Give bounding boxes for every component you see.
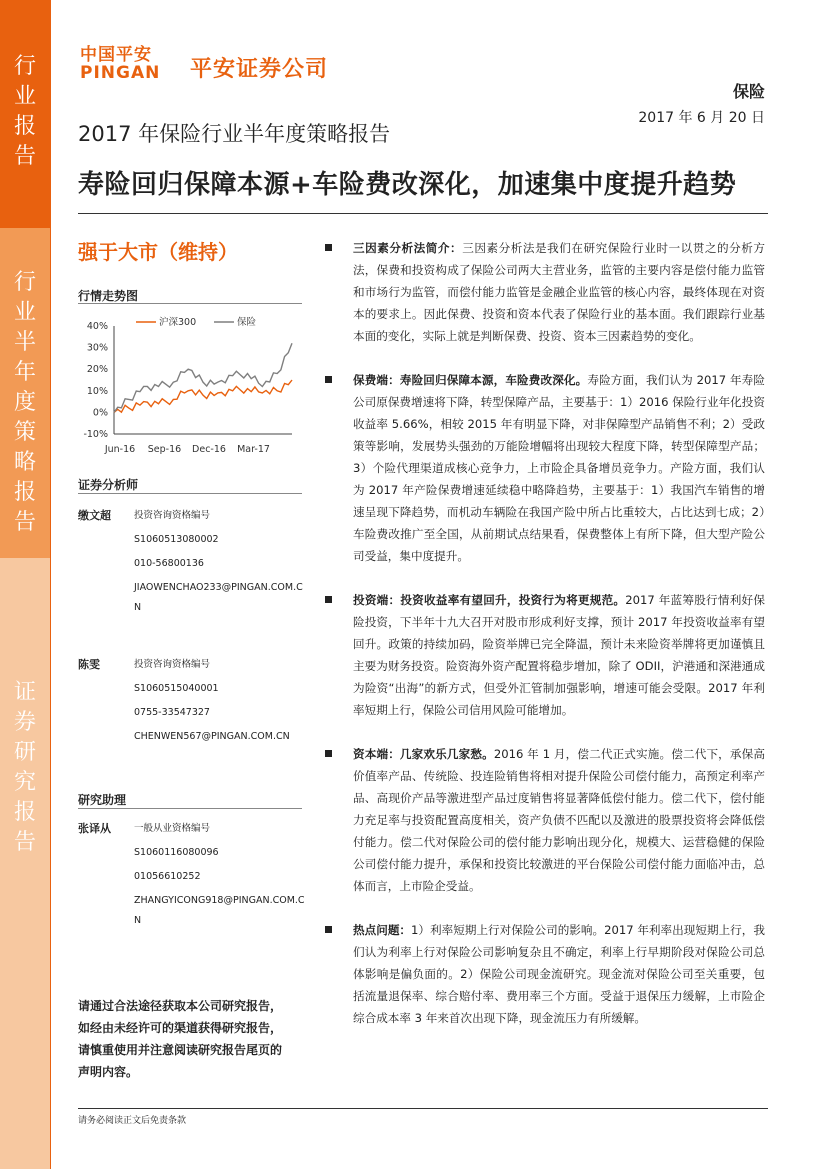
report-date: 2017 年 6 月 20 日: [638, 110, 765, 126]
report-subtitle: 2017 年保险行业半年度策略报告: [78, 122, 391, 146]
point-head: 保费端：寿险回归保障本源，车险费改深化。: [353, 373, 588, 387]
analyst-cert-label: 投资咨询资格编号: [134, 510, 211, 521]
title-rule: [78, 213, 768, 214]
logo-en: PINGAN: [80, 63, 161, 83]
assistant-section-rule: [78, 808, 302, 809]
bullet-icon: [325, 376, 332, 383]
point-body: 三因素分析法是我们在研究保险行业时一以贯之的分析方法，保费和投资构成了保险公司两大主营业务，监管的主要内容是偿付能力监管和市场行为监管，而偿付能力监管是金融企业监管的核心内容，最终体现在对资本的要求上。因此保费、投资和资本代表了保险行业的基本面。我们跟踪行业基本面的变化，实际上就是判断保费、投资、资本三因素趋势的变化。: [353, 241, 765, 343]
chart-ytick-label: 30%: [86, 342, 108, 354]
analyst-email[interactable]: JIAOWENCHAO233@PINGAN.COM.CN: [134, 582, 303, 613]
assistant-cert-label: 一般从业资格编号: [134, 823, 211, 834]
point-head: 资本端：几家欢乐几家愁。: [353, 747, 494, 761]
industry-label: 保险: [732, 82, 765, 101]
footer-disclaimer: 请务必阅读正文后免责条款: [78, 1116, 187, 1126]
report-title: 寿险回归保障本源+车险费改深化，加速集中度提升趋势: [78, 170, 737, 200]
point-body: 1）利率短期上行对保险公司的影响。2017 年利率出现短期上行，我们认为利率上行对保险公司影响复杂且不确定，利率上行早期阶段对保险公司总体影响是偏负面的。2）保险公司现金流研究。现金流对保险公司至关重要，包括流量退保率、综合赔付率、费用率三个方面。受益于退保压力缓解，上市险企综合成本率 3 年来首次出现下降，现金流压力有所缓解。: [353, 923, 765, 1025]
chart-xtick-label: Mar-17: [237, 444, 270, 455]
analyst-cert: S1060513080002: [134, 534, 219, 545]
assistant-section-label: 研究助理: [78, 793, 127, 807]
sidebar-text-3: 证券研究报告: [13, 680, 36, 855]
point-body: 2016 年 1 月，偿二代正式实施。偿二代下，承保高价值率产品、传统险、投连险销售将相对提升保险公司偿付能力，高预定利率产品、高现价产品等激进型产品过度销售将显著降低偿付能力。偿二代下，偿付能力充足率与投资配置高度相关，资产负债不匹配以及激进的股票投资将会降低偿付能力。偿二代对保险公司的偿付能力影响出现分化，规模大、运营稳健的保险公司偿付能力提升，承保和投资比较激进的平台保险公司偿付能力面临冲击，总体而言，上市险企受益。: [353, 747, 765, 893]
sidebar-block-securities-research: [0, 558, 50, 1169]
bullet-icon: [325, 244, 332, 251]
assistant-email[interactable]: ZHANGYICONG918@PINGAN.COM.CN: [134, 895, 305, 926]
analyst-phone: 010-56800136: [134, 558, 204, 569]
chart-xtick-label: Dec-16: [192, 444, 226, 455]
chart-section-rule: [78, 303, 302, 304]
sidebar-divider: [50, 0, 51, 1169]
point-hot-issues: [325, 919, 765, 1029]
company-name: 平安证券公司: [190, 57, 329, 82]
point-three-factor: [325, 237, 765, 347]
point-head: 投资端：投资收益率有望回升，投资行为将更规范。: [353, 593, 626, 607]
disclaimer-notice: 请通过合法途径获取本公司研究报告，如经由未经许可的渠道获得研究报告，请慎重使用并注意阅读研究报告尾页的声明内容。: [78, 999, 283, 1079]
footer-rule: [78, 1108, 768, 1109]
sidebar-text-1: 行业报告: [13, 54, 36, 169]
bullet-icon: [325, 750, 332, 757]
point-investment: [325, 589, 765, 721]
point-premium: [325, 369, 765, 567]
analyst-cert: S1060515040001: [134, 683, 219, 694]
pingan-logo: [80, 40, 160, 83]
chart-ytick-label: -10%: [83, 429, 108, 440]
chart-xtick-label: Sep-16: [147, 444, 182, 455]
analyst-section-rule: [78, 493, 302, 494]
assistant-cert: S1060116080096: [134, 847, 219, 858]
market-trend-chart: [78, 312, 302, 462]
point-head: 三因素分析法简介：: [353, 241, 463, 255]
key-points: [325, 237, 765, 1051]
legend-label: 保险: [237, 317, 257, 328]
legend-label: 沪深300: [159, 317, 197, 328]
sidebar-block-industry-report: [0, 0, 50, 228]
rating: 强于大市（维持）: [78, 240, 238, 264]
sidebar-text-2: 行业半年度策略报告: [13, 270, 36, 535]
assistant-name: 张译从: [78, 822, 111, 835]
point-body: 2017 年蓝筹股行情利好保险投资，下半年十九大召开对股市形成利好支撑，预计 2017 年投资收益率有望回升。政策的持续加码，险资举牌已完全降温，预计未来险资举牌将更加谨慎且主要为财务投资。险资海外资产配置将稳步增加，除了 ODII，沪港通和深港通成为险资“出海”的新方式，但受外汇管制加强影响，增速可能会受限。2017 年利率短期上行，保险公司信用风险可能增加。: [353, 593, 765, 717]
chart-ytick-label: 0%: [92, 407, 108, 419]
chart-series-line: [114, 380, 292, 412]
analyst-section-label: 证券分析师: [78, 478, 139, 492]
chart-xtick-label: Jun-16: [104, 444, 136, 455]
point-head: 热点问题：: [353, 923, 412, 937]
analyst-name: 陈雯: [78, 658, 100, 671]
chart-series-line: [114, 343, 292, 412]
sidebar-block-semiannual: [0, 228, 50, 558]
chart-section-label: 行情走势图: [78, 289, 139, 303]
chart-ytick-label: 10%: [86, 385, 108, 397]
bullet-icon: [325, 596, 332, 603]
assistant-phone: 01056610252: [134, 871, 201, 882]
point-capital: [325, 743, 765, 897]
chart-ytick-label: 40%: [86, 321, 108, 332]
point-body: 寿险方面，我们认为 2017 年寿险公司原保费增速将下降，转型保障产品，主要基于：1）2016 保险行业年化投资收益率 5.66%，相较 2015 年有明显下降，对非保障型产品销售不利；2）受政策等影响，发展势头强劲的万能险增幅将出现较大程度下降，转型保障型产品；3）个险代理渠道成核心竞争力，上市险企具备增员竞争力。产险方面，我们认为 2017 年产险保费增速延续稳中略降趋势，主要基于：1）我国汽车销售的增速呈现下降趋势，而机动车辆险在我国产险中所占比重较大，占比达到七成；2）车险费改推广至全国，从前期试点结果看，保费整体上有所下降，但大型产险公司受益，集中度提升。: [353, 373, 765, 563]
analyst-cert-label: 投资咨询资格编号: [134, 659, 211, 670]
bullet-icon: [325, 926, 332, 933]
analyst-phone: 0755-33547327: [134, 707, 210, 718]
analyst-email[interactable]: CHENWEN567@PINGAN.COM.CN: [134, 731, 290, 742]
logo-cn: 中国平安: [80, 45, 152, 65]
chart-ytick-label: 20%: [86, 364, 108, 376]
analyst-name: 缴文超: [78, 509, 111, 522]
